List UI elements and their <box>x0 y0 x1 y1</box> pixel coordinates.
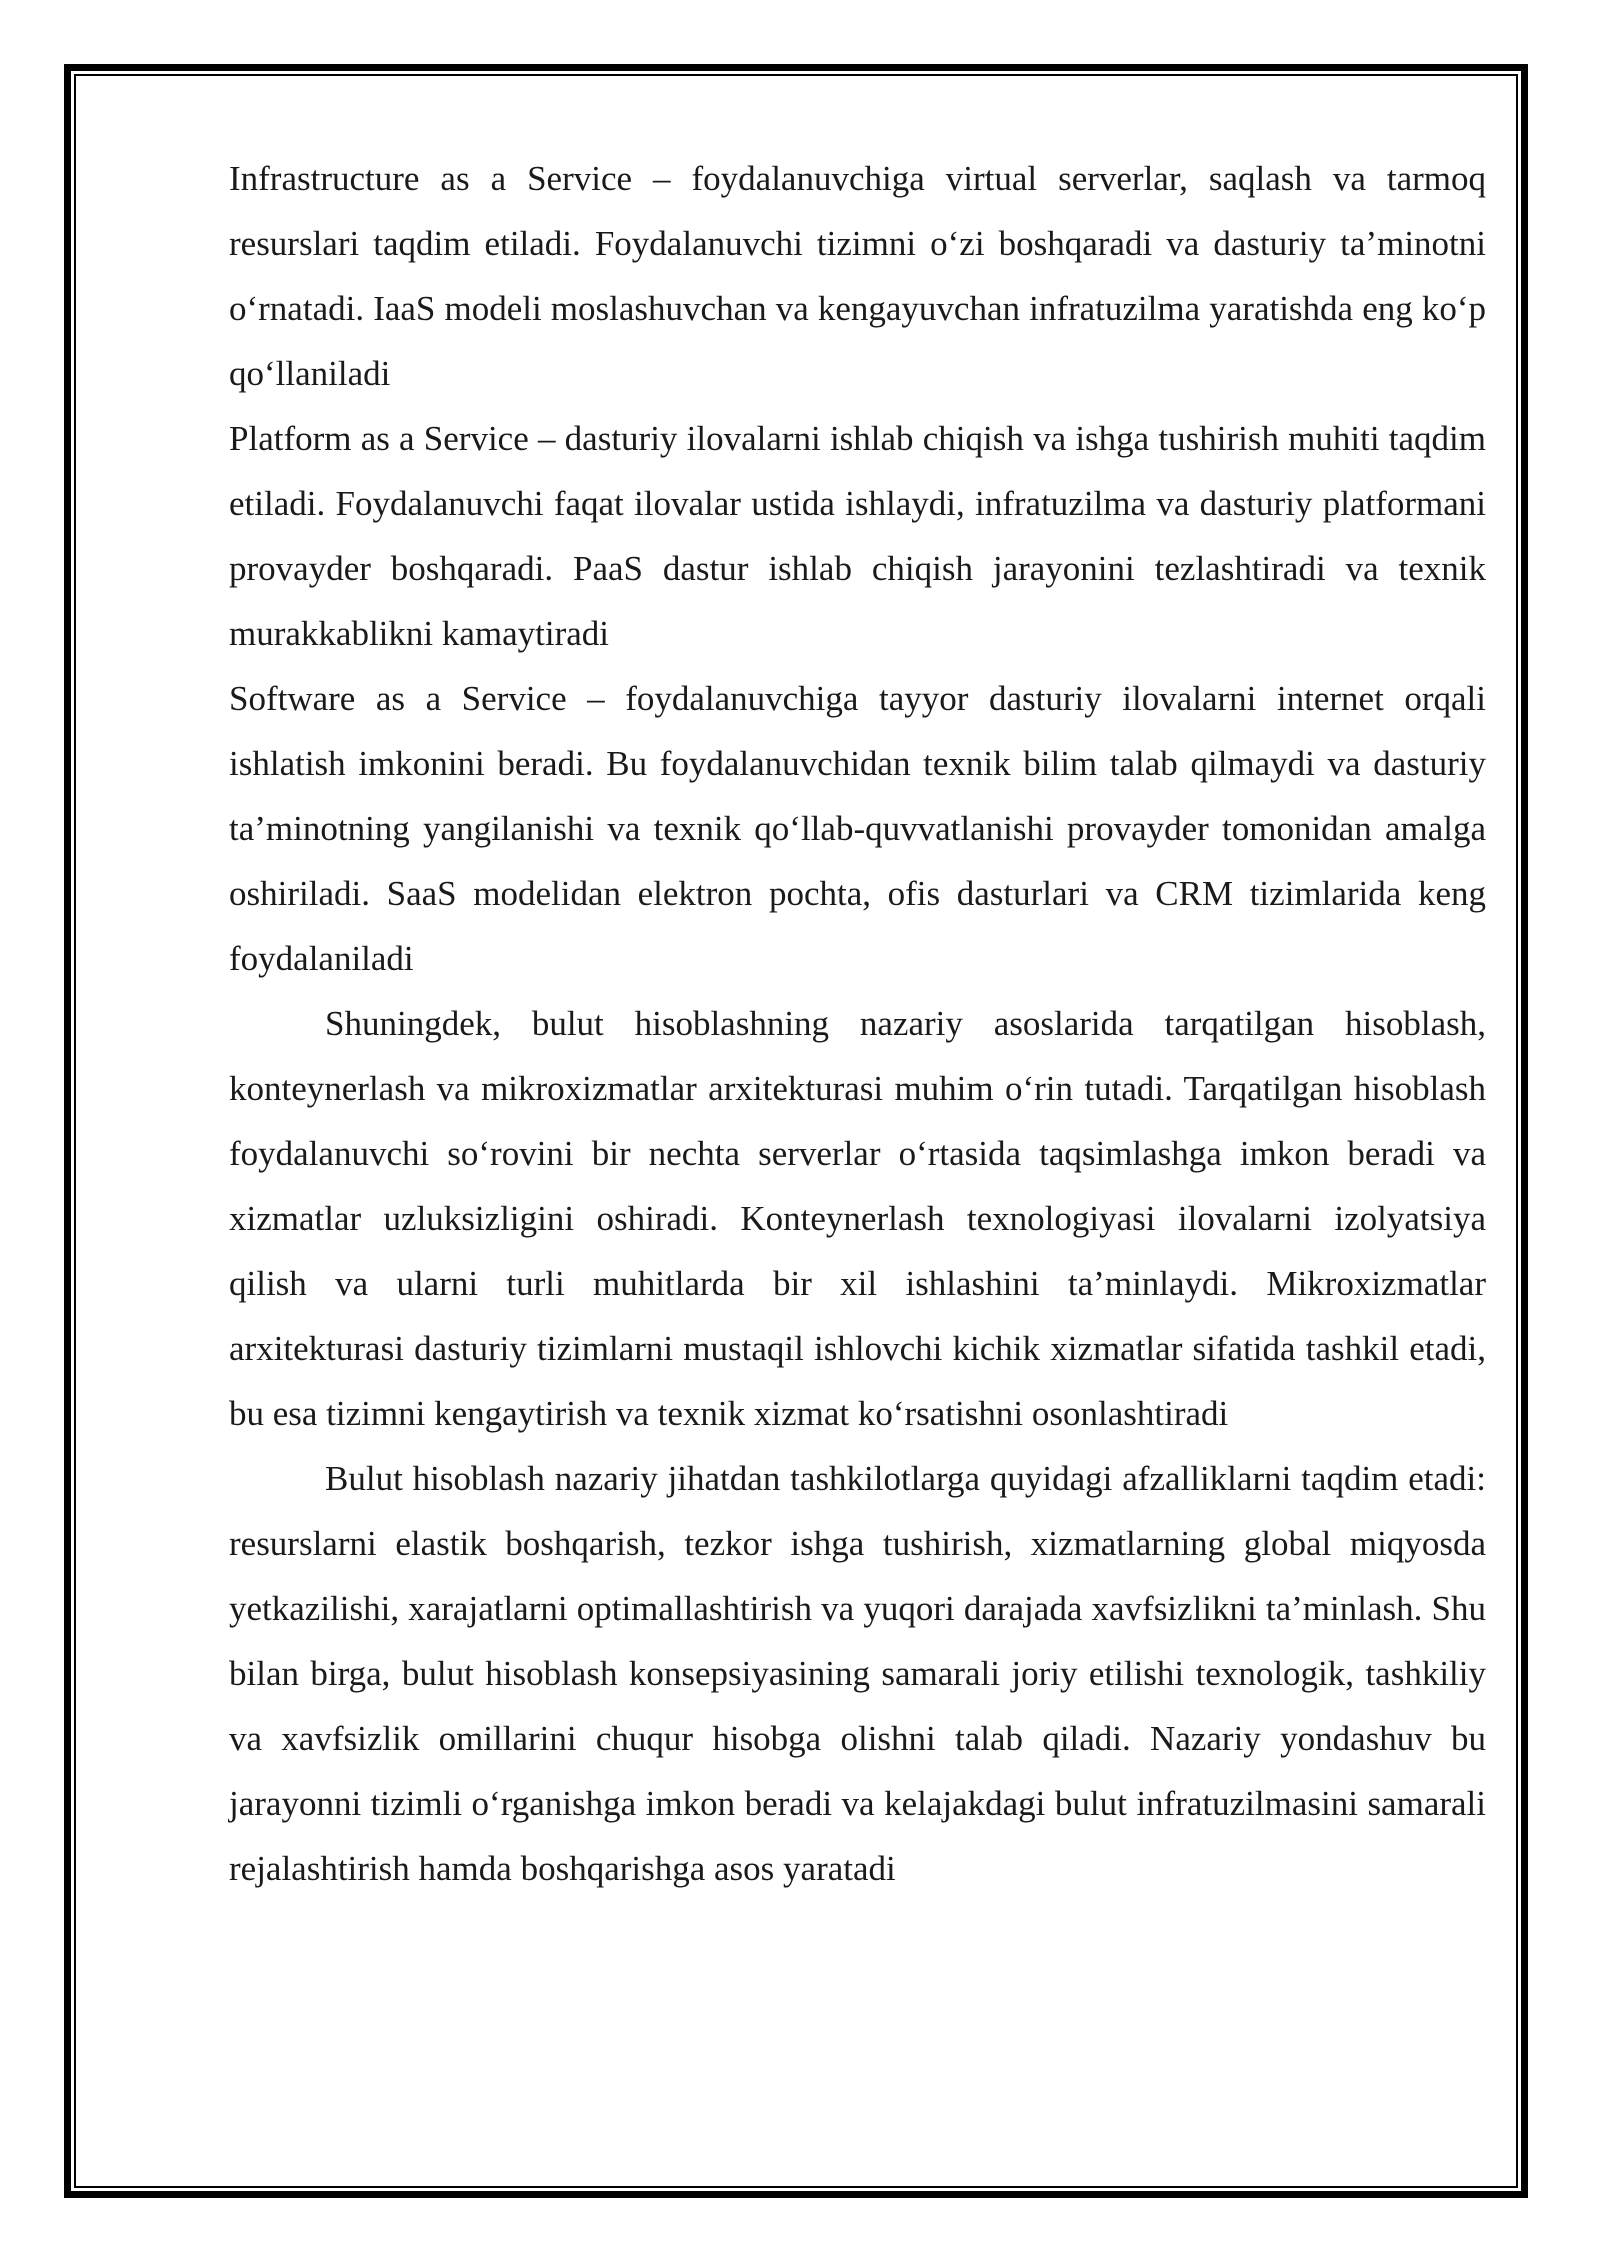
paragraph-iaas: Infrastructure as a Service – foydalanuvchiga virtual serverlar, saqlash va tarmoq resurslari taqdim etiladi. Foydalanuvchi tizimni o‘zi boshqaradi va dasturiy ta’minotni o‘rnatadi. IaaS modeli moslashuvchan va kengayuvchan infratuzilma yaratishda eng ko‘p qo‘llaniladi <box>229 159 1486 393</box>
paragraph-cloud-advantages: Bulut hisoblash nazariy jihatdan tashkilotlarga quyidagi afzalliklarni taqdim etadi: resurslarni elastik boshqarish, tezkor ishga tushirish, xizmatlarning global miqyosda yetkazilishi, xarajatlarni optimallashtirish va yuqori darajada xavfsizlikni ta’minlash. Shu bilan birga, bulut hisoblash konsepsiyasining samarali joriy etilishi texnologik, tashkiliy va xavfsizlik omillarini chuqur hisobga olishni talab qiladi. Nazariy yondashuv bu jarayonni tizimli o‘rganishga imkon beradi va kelajakdagi bulut infratuzilmasini samarali rejalashtirish hamda boshqarishga asos yaratadi <box>229 1459 1486 1888</box>
document-body <box>229 146 1486 1901</box>
paragraph-saas: Software as a Service – foydalanuvchiga tayyor dasturiy ilovalarni internet orqali ishlatish imkonini beradi. Bu foydalanuvchidan texnik bilim talab qilmaydi va dasturiy ta’minotning yangilanishi va texnik qo‘llab-quvvatlanishi provayder tomonidan amalga oshiriladi. SaaS modelidan elektron pochta, ofis dasturlari va CRM tizimlarida keng foydalaniladi <box>229 679 1486 978</box>
paragraph-paas: Platform as a Service – dasturiy ilovalarni ishlab chiqish va ishga tushirish muhiti taqdim etiladi. Foydalanuvchi faqat ilovalar ustida ishlaydi, infratuzilma va dasturiy platformani provayder boshqaradi. PaaS dastur ishlab chiqish jarayonini tezlashtiradi va texnik murakkablikni kamaytiradi <box>229 419 1486 653</box>
paragraph-distributed-computing: Shuningdek, bulut hisoblashning nazariy asoslarida tarqatilgan hisoblash, konteynerlash va mikroxizmatlar arxitekturasi muhim o‘rin tutadi. Tarqatilgan hisoblash foydalanuvchi so‘rovini bir nechta serverlar o‘rtasida taqsimlashga imkon beradi va xizmatlar uzluksizligini oshiradi. Konteynerlash texnologiyasi ilovalarni izolyatsiya qilish va ularni turli muhitlarda bir xil ishlashini ta’minlaydi. Mikroxizmatlar arxitekturasi dasturiy tizimlarni mustaqil ishlovchi kichik xizmatlar sifatida tashkil etadi, bu esa tizimni kengaytirish va texnik xizmat ko‘rsatishni osonlashtiradi <box>229 1004 1486 1433</box>
